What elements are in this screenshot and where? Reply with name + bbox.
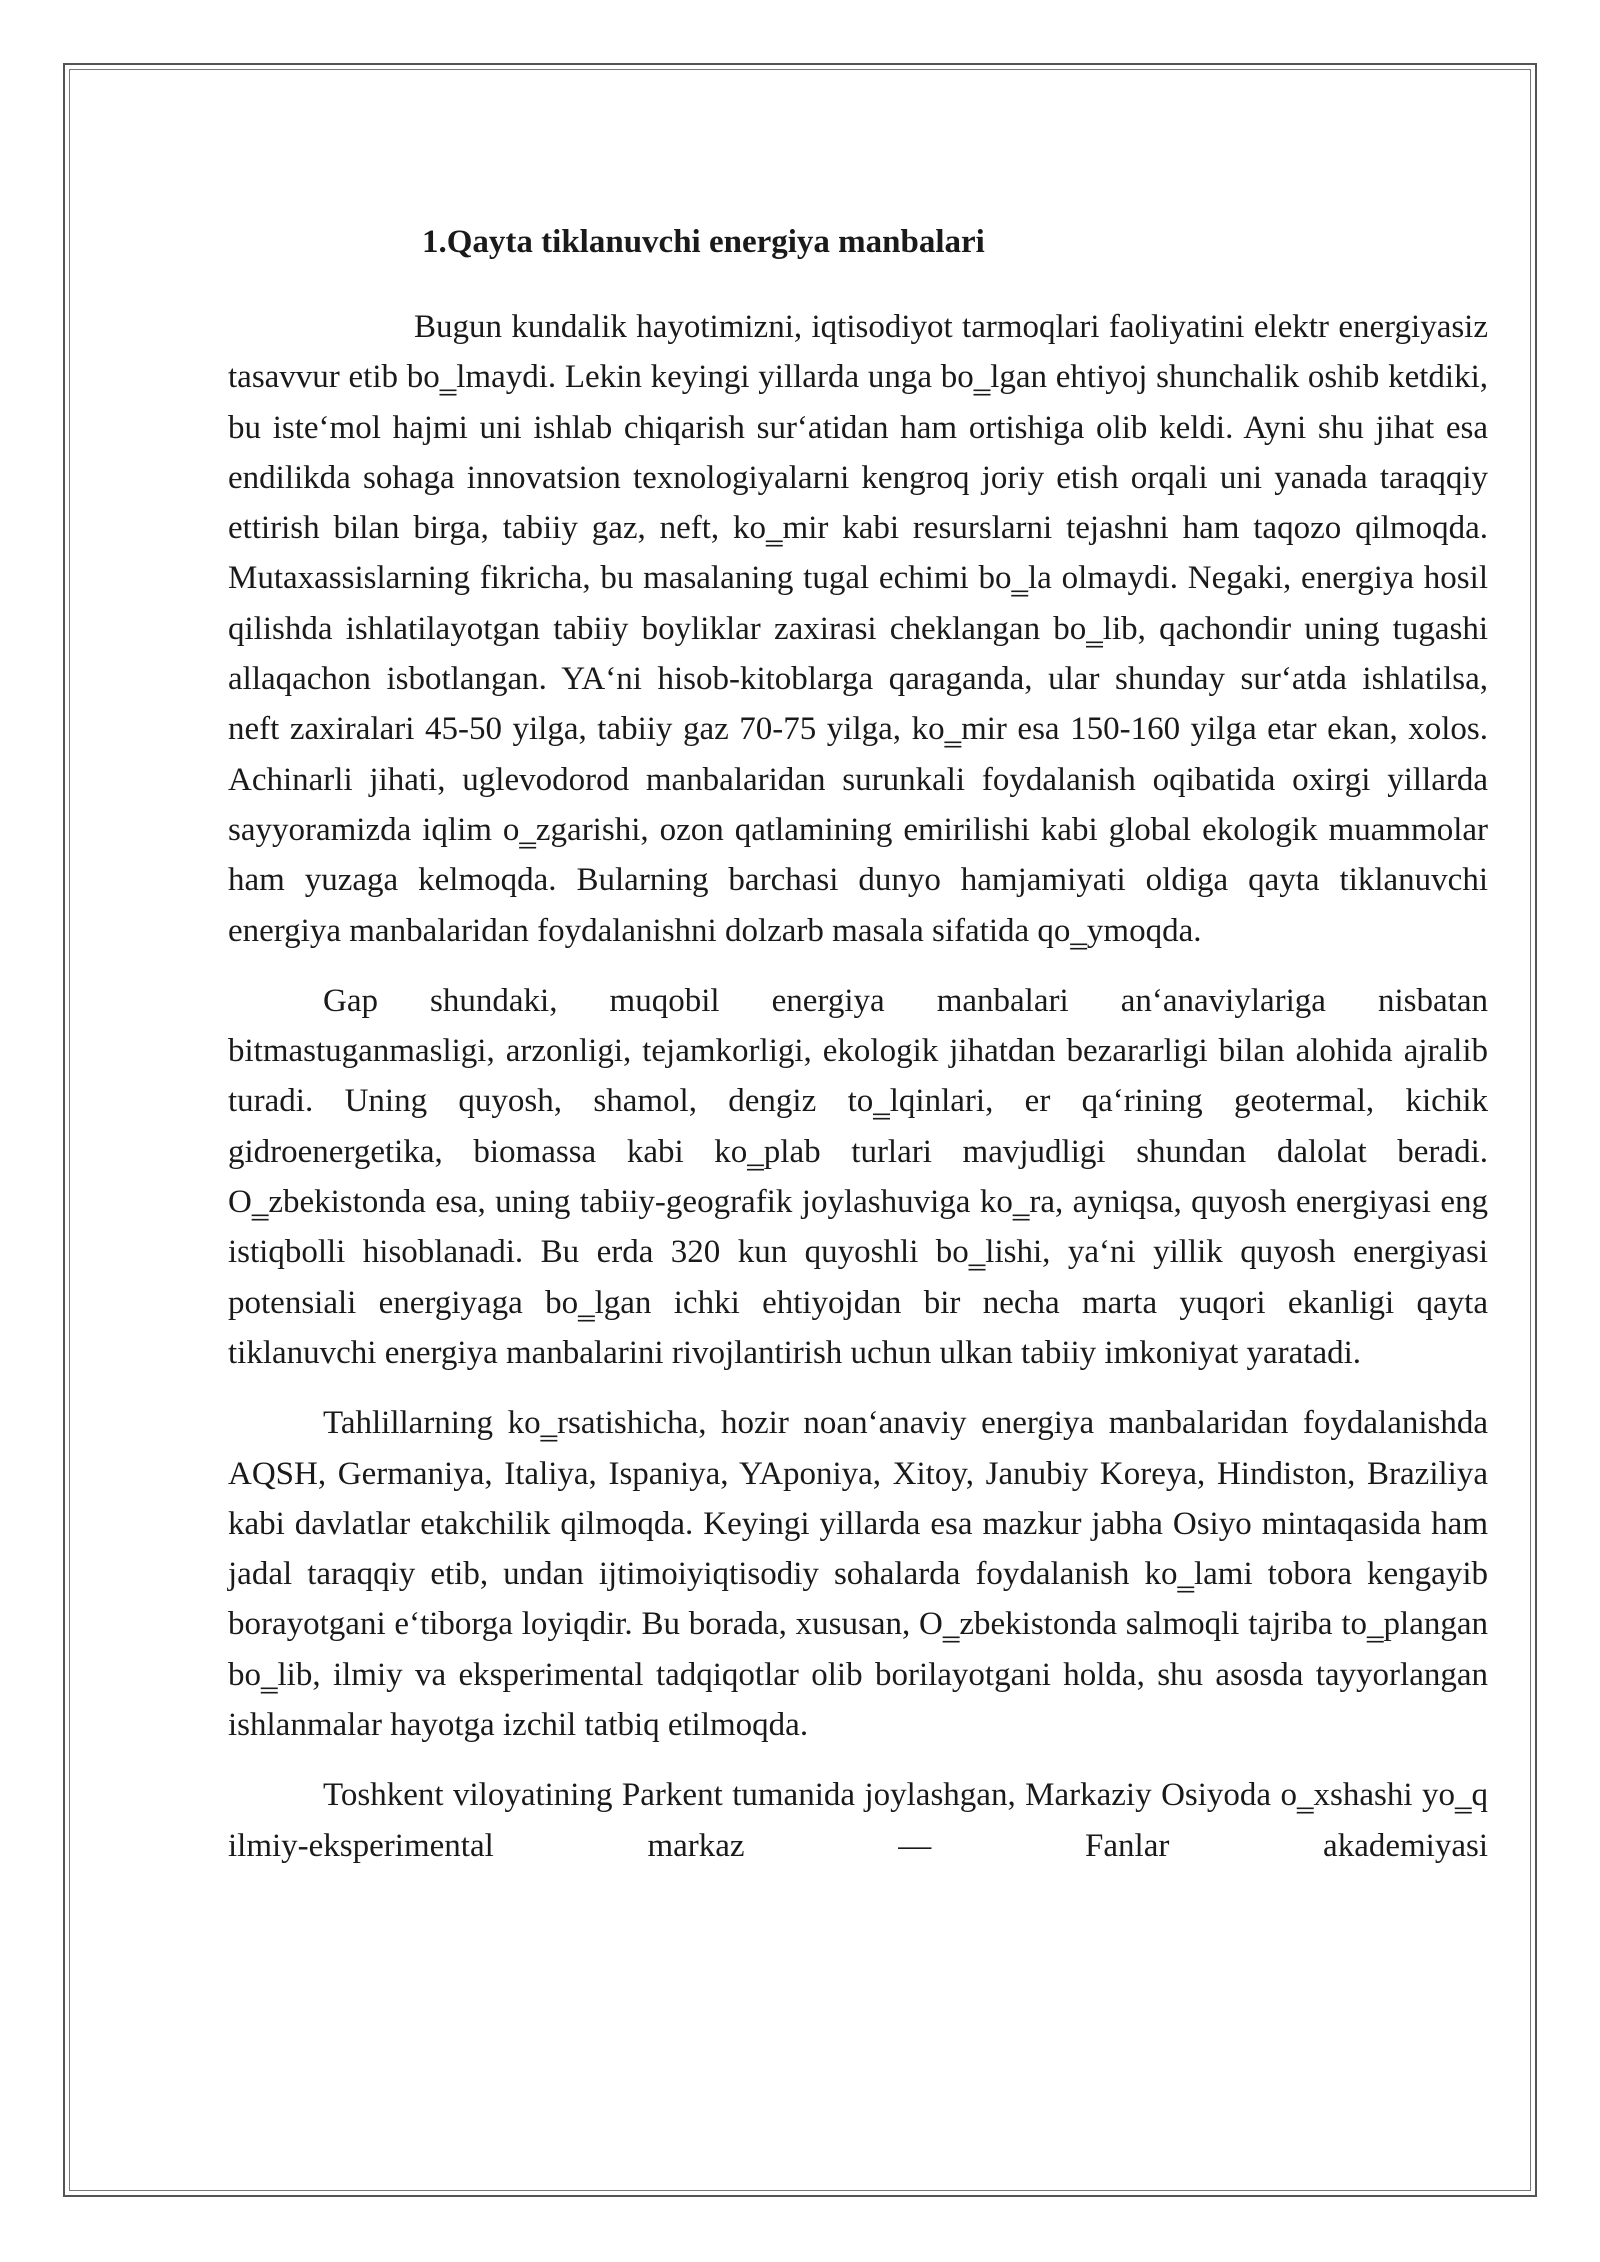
section-heading: 1.Qayta tiklanuvchi energiya manbalari [422, 224, 985, 260]
paragraph-alternative-sources: Gap shundaki, muqobil energiya manbalari an‘anaviylariga nisbatan bitmastuganmasligi, arzonligi, tejamkorligi, ekologik jihatdan bezararligi bilan alohida ajralib turadi. Uning quyosh, shamol, dengiz to‗lqinlari, er qa‘rining geotermal, kichik gidroenergetika, biomassa kabi ko‗plab turlari mavjudligi shundan dalolat beradi. O‗zbekistonda esa, uning tabiiy-geografik joylashuviga ko‗ra, ayniqsa, quyosh energiyasi eng istiqbolli hisoblanadi. Bu erda 320 kun quyoshli bo‗lishi, ya‘ni yillik quyosh energiyasi potensiali energiyaga bo‗lgan ichki ehtiyojdan bir necha marta yuqori ekanligi qayta tiklanuvchi energiya manbalarini rivojlantirish uchun ulkan tabiiy imkoniyat yaratadi. [228, 982, 1488, 1371]
paragraph-intro: Bugun kundalik hayotimizni, iqtisodiyot tarmoqlari faoliyatini elektr energiyasiz tasavvur etib bo‗lmaydi. Lekin keyingi yillarda unga bo‗lgan ehtiyoj shunchalik oshib ketdiki, bu iste‘mol hajmi uni ishlab chiqarish sur‘atidan ham ortishiga olib keldi. Ayni shu jihat esa endilikda sohaga innovatsion texnologiyalarni kengroq joriy etish orqali uni yanada taraqqiy ettirish bilan birga, tabiiy gaz, neft, ko‗mir kabi resurslarni tejashni ham taqozo qilmoqda. Mutaxassislarning fikricha, bu masalaning tugal echimi bo‗la olmaydi. Negaki, energiya hosil qilishda ishlatilayotgan tabiiy boyliklar zaxirasi cheklangan bo‗lib, qachondir uning tugashi allaqachon isbotlangan. YA‘ni hisob-kitoblarga qaraganda, ular shunday sur‘atda ishlatilsa, neft zaxiralari 45-50 yilga, tabiiy gaz 70-75 yilga, ko‗mir esa 150-160 yilga etar ekan, xolos. Achinarli jihati, uglevodorod manbalaridan surunkali foydalanish oqibatida oxirgi yillarda sayyoramizda iqlim o‗zgarishi, ozon qatlamining emirilishi kabi global ekologik muammolar ham yuzaga kelmoqda. Bularning barchasi dunyo hamjamiyati oldiga qayta tiklanuvchi energiya manbalaridan foydalanishni dolzarb masala sifatida qo‗ymoqda. [228, 309, 1488, 949]
paragraph-parkent: Toshkent viloyatining Parkent tumanida joylashgan, Markaziy Osiyoda o‗xshashi yo‗q ilmiy-eksperimental markaz — Fanlar akademiyasi [228, 1777, 1488, 1864]
document-body [228, 212, 1488, 1871]
paragraph-analysis: Tahlillarning ko‗rsatishicha, hozir noan‘anaviy energiya manbalaridan foydalanishda AQSH, Germaniya, Italiya, Ispaniya, YAponiya, Xitoy, Janubiy Koreya, Hindiston, Braziliya kabi davlatlar etakchilik qilmoqda. Keyingi yillarda esa mazkur jabha Osiyo mintaqasida ham jadal taraqqiy etib, undan ijtimoiyiqtisodiy sohalarda foydalanish ko‗lami tobora kengayib borayotgani e‘tiborga loyiqdir. Bu borada, xususan, O‗zbekistonda salmoqli tajriba to‗plangan bo‗lib, ilmiy va eksperimental tadqiqotlar olib borilayotgani holda, shu asosda tayyorlangan ishlanmalar hayotga izchil tatbiq etilmoqda. [228, 1405, 1488, 1744]
